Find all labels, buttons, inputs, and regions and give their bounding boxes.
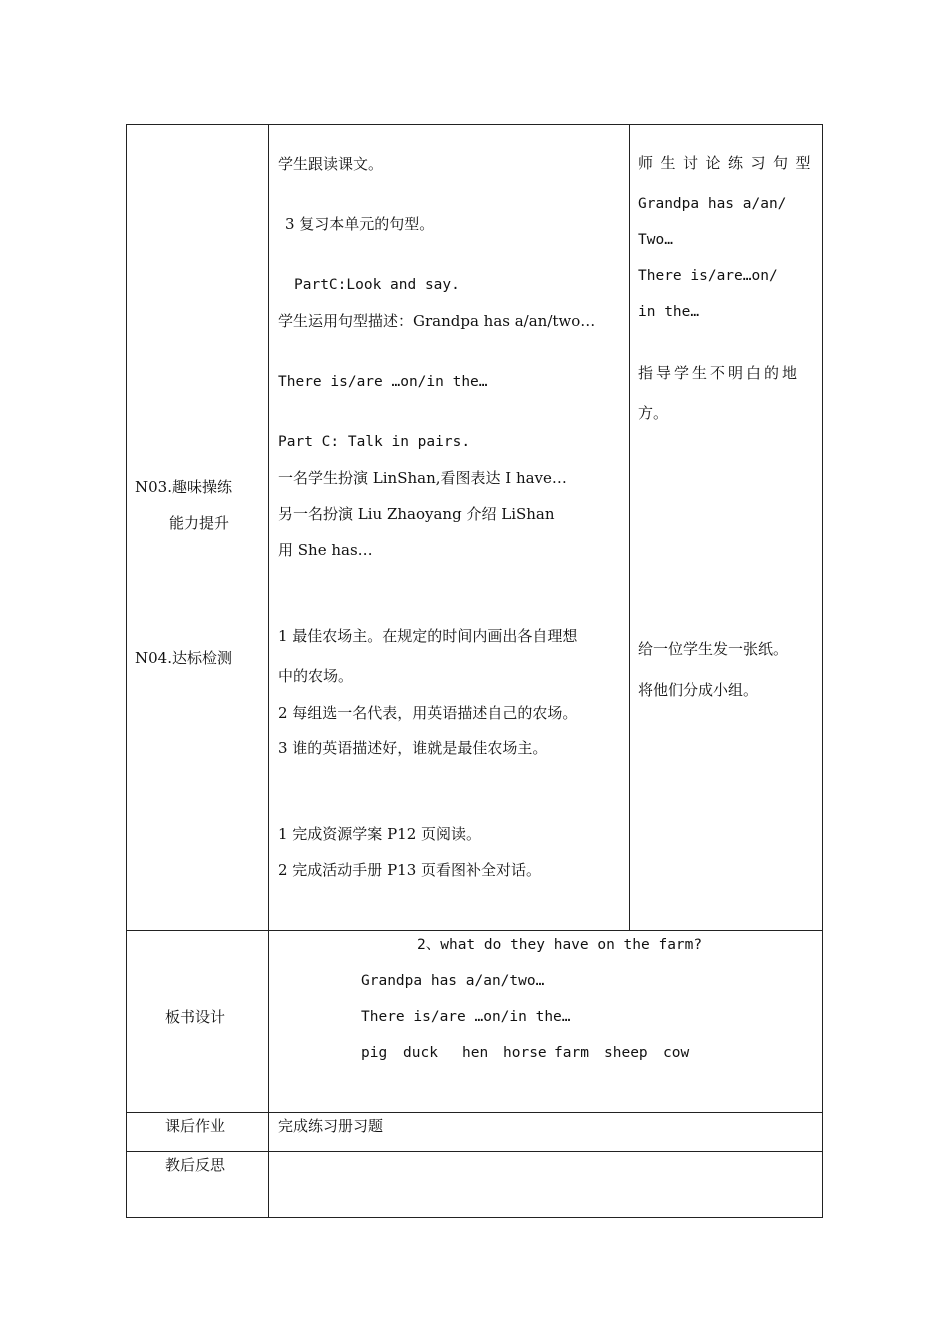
student-line: 一名学生扮演 LinShan,看图表达 I have…: [278, 469, 567, 487]
teacher-line: 将他们分成小组。: [638, 681, 759, 699]
teacher-line: in the…: [638, 304, 700, 320]
homework-label: 课后作业: [165, 1117, 226, 1135]
student-line: 2 完成活动手册 P13 页看图补全对话。: [278, 861, 542, 879]
teacher-line: 师生讨论练习句型: [638, 154, 819, 172]
board-word: horse: [503, 1045, 547, 1061]
table-border-left: [126, 124, 127, 1218]
student-line: 学生运用句型描述：Grandpa has a/an/two…: [278, 312, 596, 330]
teacher-line: Two…: [638, 232, 673, 248]
student-line: Part C: Talk in pairs.: [278, 434, 471, 450]
row-divider-homework: [126, 1112, 823, 1113]
board-label: 板书设计: [165, 1008, 226, 1026]
column-divider-2: [629, 124, 630, 930]
homework-content: 完成练习册习题: [278, 1117, 384, 1135]
student-line: 学生跟读课文。: [278, 155, 384, 173]
column-divider-1: [268, 124, 269, 1218]
row-divider-board: [126, 930, 823, 931]
student-line: 1 最佳农场主。在规定的时间内画出各自理想: [278, 627, 578, 645]
student-line: PartC:Look and say.: [294, 277, 460, 293]
board-word: pig: [361, 1045, 388, 1061]
student-line: 中的农场。: [278, 667, 354, 685]
label-no3-line2: 能力提升: [169, 514, 230, 532]
board-word: duck: [403, 1045, 438, 1061]
teacher-line: Grandpa has a/an/: [638, 196, 787, 212]
student-line: 3 谁的英语描述好，谁就是最佳农场主。: [278, 739, 548, 757]
reflection-label: 教后反思: [165, 1156, 226, 1174]
teacher-line: 方。: [638, 404, 669, 422]
board-word: farm: [554, 1045, 589, 1061]
board-word: hen: [462, 1045, 489, 1061]
table-border-top: [126, 124, 823, 125]
student-line: 3 复习本单元的句型。: [285, 215, 435, 233]
teacher-line: 指导学生不明白的地: [638, 364, 801, 382]
student-line: 用 She has…: [278, 541, 373, 559]
board-title: 2、what do they have on the farm?: [417, 937, 703, 953]
teacher-line: 给一位学生发一张纸。: [638, 640, 789, 658]
board-word: cow: [663, 1045, 690, 1061]
label-no4: N04.达标检测: [135, 649, 232, 667]
board-line: There is/are …on/in the…: [361, 1009, 571, 1025]
label-no3-line1: N03.趣味操练: [135, 478, 232, 496]
table-border-right: [822, 124, 823, 1218]
teacher-line: There is/are…on/: [638, 268, 778, 284]
board-line: Grandpa has a/an/two…: [361, 973, 545, 989]
row-divider-reflection: [126, 1151, 823, 1152]
student-line: 1 完成资源学案 P12 页阅读。: [278, 825, 482, 843]
student-line: 2 每组选一名代表，用英语描述自己的农场。: [278, 704, 578, 722]
board-word: sheep: [604, 1045, 648, 1061]
student-line: 另一名扮演 Liu Zhaoyang 介绍 LiShan: [278, 505, 555, 523]
table-border-bottom: [126, 1217, 823, 1218]
student-line: There is/are …on/in the…: [278, 374, 488, 390]
